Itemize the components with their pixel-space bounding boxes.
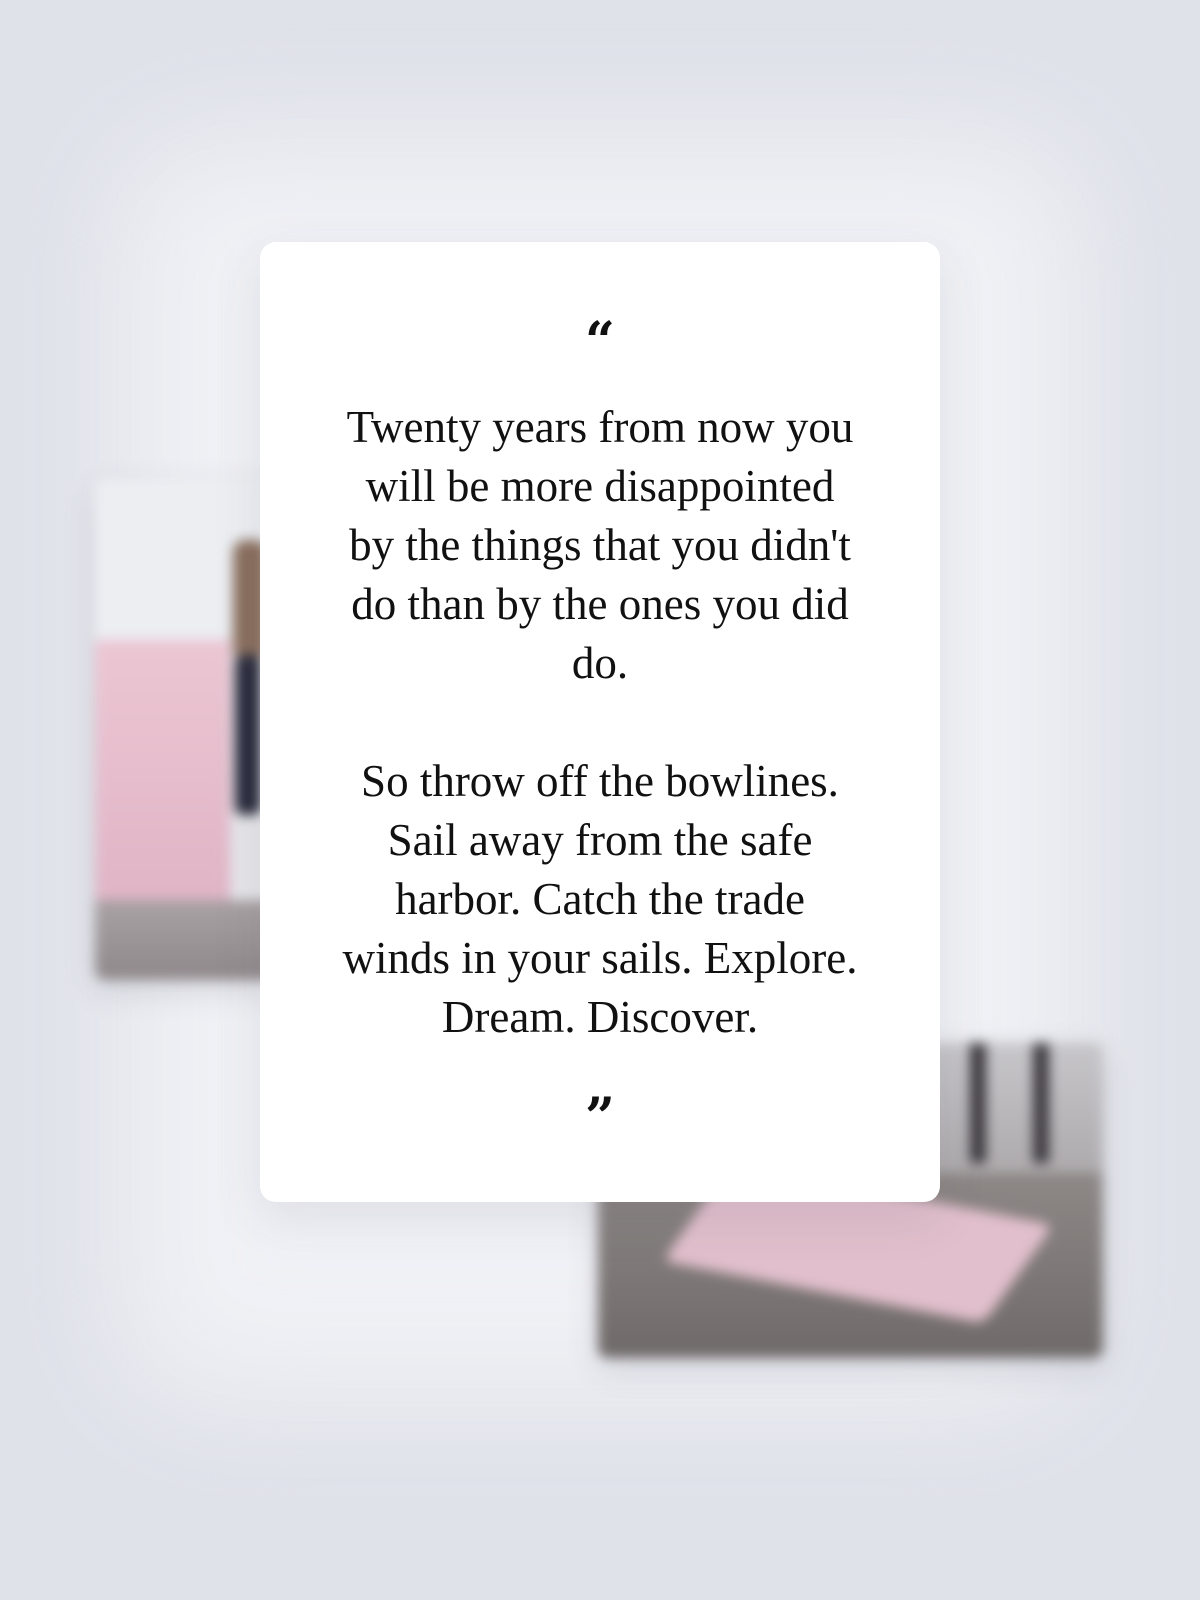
quote-card — [260, 242, 940, 1202]
photo-person-legs — [235, 655, 261, 815]
quote-paragraph-1: Twenty years from now you will be more disappointed by the things that you didn't do than by the ones you did do. — [346, 402, 854, 688]
open-quote-icon: “ — [585, 311, 615, 372]
photo-floor — [95, 900, 280, 980]
quote-paragraph-2: So throw off the bowlines. Sail away from the safe harbor. Catch the trade winds in your sails. Explore. Dream. Discover. — [342, 756, 858, 1042]
photo-post — [1033, 1043, 1049, 1163]
photo-post — [970, 1043, 986, 1163]
background-photo-left — [95, 480, 280, 980]
photo-pink-block — [95, 640, 230, 930]
close-quote-icon: ” — [585, 1087, 615, 1148]
